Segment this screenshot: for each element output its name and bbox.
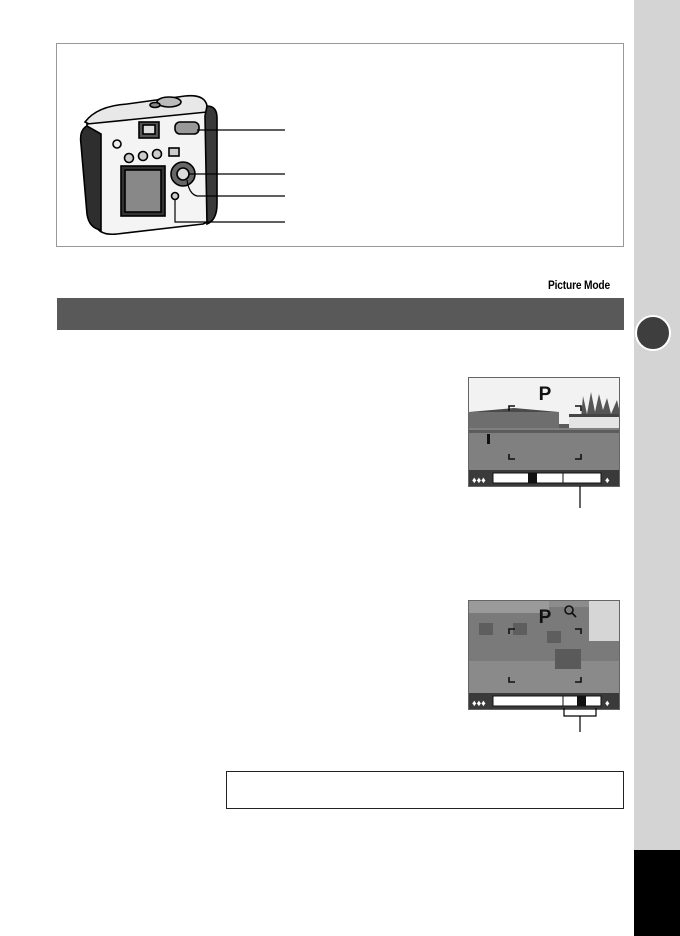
mode-letter-zoom: P [538,607,552,628]
note-box [226,771,624,809]
camera-back-icon [57,44,625,248]
zoom-bar-callout [574,486,586,508]
lcd-screen-normal [468,377,620,487]
wide-zoom-icon: ♦♦♦ [472,475,486,485]
side-tab [634,0,680,936]
zoom-position-marker [528,473,537,483]
page-number-block [634,850,680,936]
zoom-position-marker-digital [577,696,586,706]
tele-zoom-icon: ♦ [605,475,610,485]
picture-mode-label: Picture Mode [547,278,610,292]
tele-zoom-icon: ♦ [605,698,610,708]
camera-figure [56,43,624,247]
wide-zoom-icon: ♦♦♦ [472,698,486,708]
mode-letter: P [538,384,552,405]
section-heading-bar [57,298,624,330]
digital-zoom-callout [560,708,600,732]
lcd-screen-digital-zoom [468,600,620,710]
chapter-marker-icon [635,315,671,351]
